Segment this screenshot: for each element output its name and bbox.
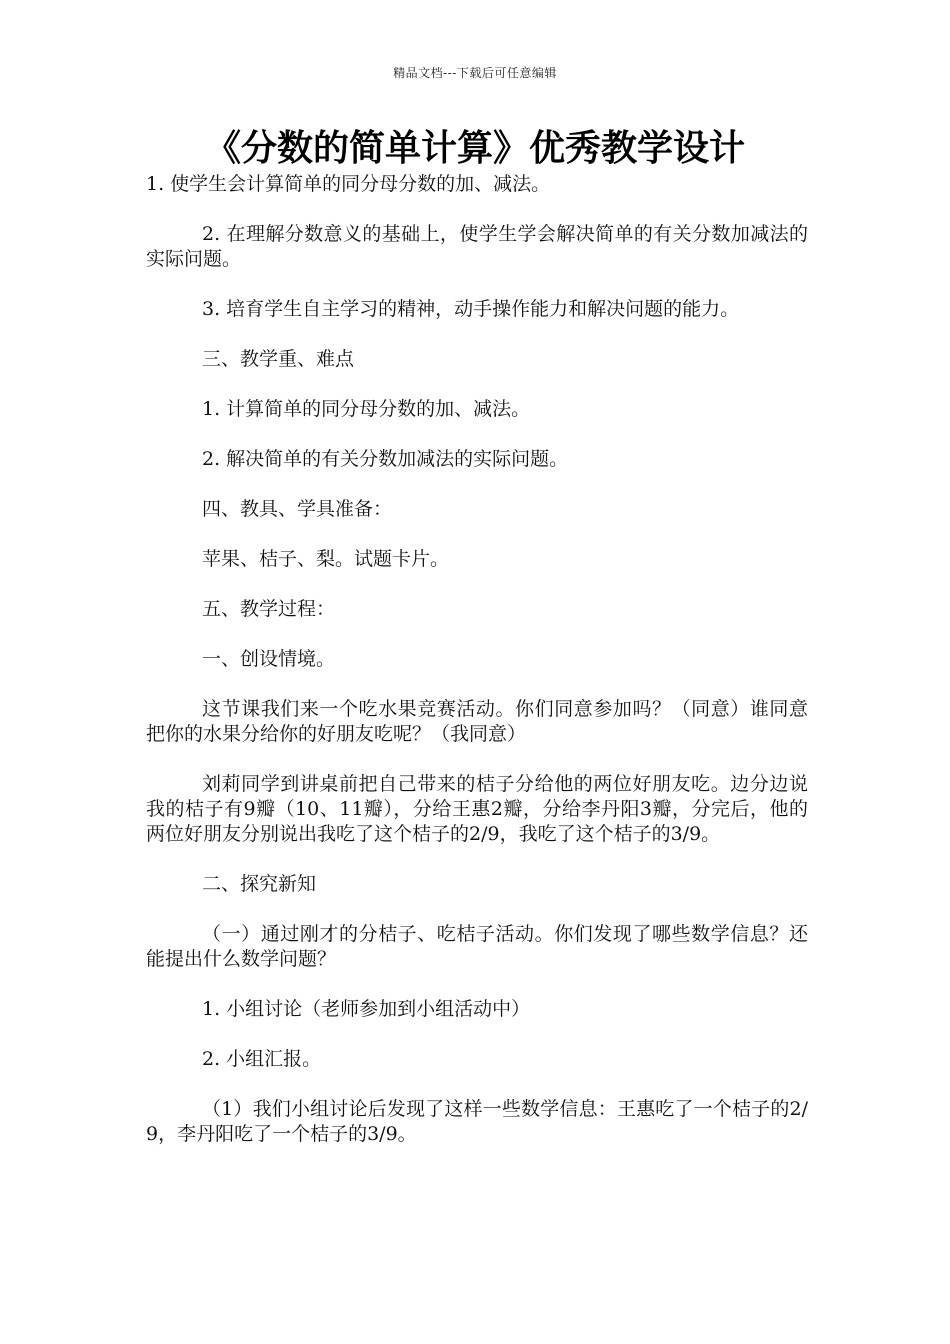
paragraph-key-point-1: 1. 计算简单的同分母分数的加、减法。: [202, 398, 531, 420]
paragraph-situation-2: 刘莉同学到讲桌前把自己带来的桔子分给他的两位好朋友吃。边分边说我的桔子有9瓣（10、11瓣），分给王惠2瓣，分给李丹阳3瓣，分完后，他的两位好朋友分别说出我吃了这个桔子的2/9，我吃了这个桔子的3/9。: [146, 773, 808, 845]
section-heading-explore: 二、探究新知: [202, 873, 317, 895]
paragraph-objective-2: 2. 在理解分数意义的基础上，使学生学会解决简单的有关分数加减法的实际问题。: [146, 223, 808, 270]
page-header: 精品文档---下载后可任意编辑: [393, 66, 557, 80]
section-heading-situation: 一、创设情境。: [202, 648, 336, 670]
paragraph-key-point-2: 2. 解决简单的有关分数加减法的实际问题。: [202, 448, 569, 470]
document-title: 《分数的简单计算》优秀教学设计: [204, 127, 745, 169]
document-body: [146, 172, 808, 1147]
paragraph-explore-question: （一）通过刚才的分桔子、吃桔子活动。你们发现了哪些数学信息？还能提出什么数学问题？: [146, 923, 808, 970]
paragraph-report-1: （1）我们小组讨论后发现了这样一些数学信息：王惠吃了一个桔子的2/9，李丹阳吃了一个桔子的3/9。: [146, 1098, 808, 1145]
paragraph-objective-1: 1. 使学生会计算简单的同分母分数的加、减法。: [146, 173, 551, 195]
paragraph-objective-3: 3. 培育学生自主学习的精神，动手操作能力和解决问题的能力。: [202, 298, 740, 320]
section-heading-process: 五、教学过程：: [202, 598, 336, 620]
paragraph-group-report: 2. 小组汇报。: [202, 1048, 322, 1070]
section-heading-key-points: 三、教学重、难点: [202, 348, 355, 370]
paragraph-materials: 苹果、桔子、梨。试题卡片。: [202, 548, 450, 570]
paragraph-situation-1: 这节课我们来一个吃水果竞赛活动。你们同意参加吗？（同意）谁同意把你的水果分给你的好朋友吃呢？（我同意）: [146, 698, 808, 745]
section-heading-materials: 四、教具、学具准备：: [202, 498, 393, 520]
paragraph-group-discussion: 1. 小组讨论（老师参加到小组活动中）: [202, 998, 531, 1020]
